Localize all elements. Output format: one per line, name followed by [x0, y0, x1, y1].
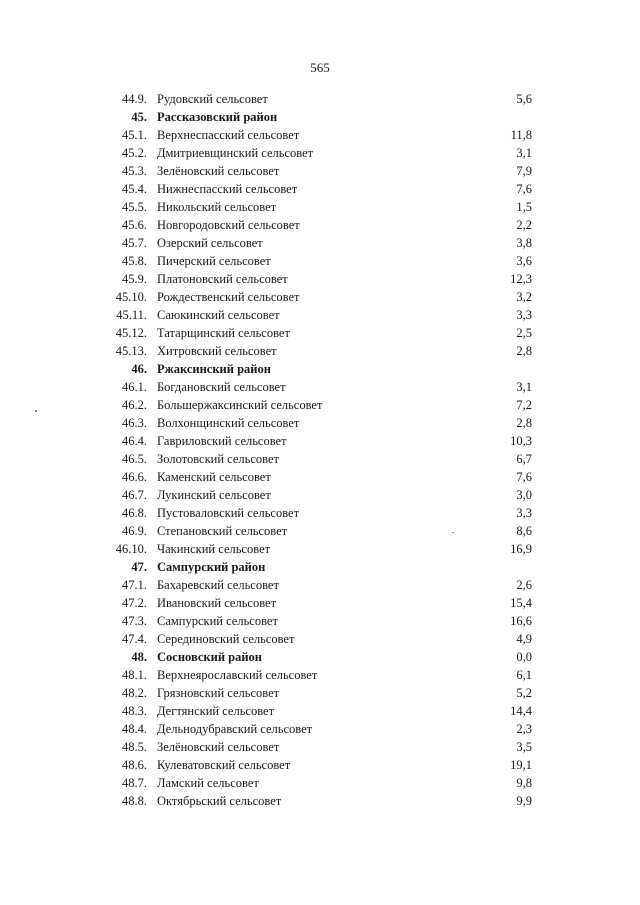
- row-number: 45.11.: [116, 308, 147, 322]
- settlement-name: Чакинский сельсовет: [157, 542, 271, 556]
- settlement-name: Октябрьский сельсовет: [157, 794, 282, 808]
- row-value: 3,2: [516, 290, 532, 304]
- row-number: 45.8.: [122, 254, 147, 268]
- row-number: 48.7.: [122, 776, 147, 790]
- settlement-name: Пичерский сельсовет: [157, 254, 271, 268]
- row-number: 45.13.: [115, 344, 147, 358]
- row-value: 12,3: [510, 272, 532, 286]
- row-number: 45.9.: [122, 272, 147, 286]
- table-row: [0, 594, 640, 612]
- row-number: 45.4.: [122, 182, 147, 196]
- row-value: 3,0: [516, 488, 532, 502]
- row-number: 48.6.: [122, 758, 147, 772]
- row-value: 3,3: [516, 308, 532, 322]
- scan-speck: [35, 410, 37, 412]
- row-number: 47.: [131, 560, 147, 574]
- settlement-name: Серединовский сельсовет: [157, 632, 295, 646]
- settlement-name: Большержаксинский сельсовет: [157, 398, 323, 412]
- row-value: 3,1: [516, 380, 532, 394]
- row-number: 46.9.: [122, 524, 147, 538]
- table-row: [0, 234, 640, 252]
- settlement-name: Верхнеспасский сельсовет: [157, 128, 300, 142]
- row-number: 46.2.: [122, 398, 147, 412]
- table-row: [0, 144, 640, 162]
- settlement-name: Рудовский сельсовет: [157, 92, 268, 106]
- district-name: Сосновский район: [157, 650, 263, 664]
- row-number: 45.7.: [122, 236, 147, 250]
- district-name: Ржаксинский район: [157, 362, 271, 376]
- settlement-name: Гавриловский сельсовет: [157, 434, 287, 448]
- row-value: 2,8: [516, 416, 532, 430]
- row-value: 16,9: [510, 542, 532, 556]
- table-row: [0, 756, 640, 774]
- row-number: 46.5.: [122, 452, 147, 466]
- row-value: 7,6: [516, 182, 532, 196]
- table-row: [0, 630, 640, 648]
- settlement-name: Нижнеспасский сельсовет: [157, 182, 298, 196]
- table-row: [0, 720, 640, 738]
- settlement-name: Зелёновский сельсовет: [157, 740, 280, 754]
- row-value: 7,6: [516, 470, 532, 484]
- settlement-name: Каменский сельсовет: [157, 470, 271, 484]
- table-row: [0, 792, 640, 810]
- district-heading-row: [0, 360, 640, 378]
- table-row: [0, 324, 640, 342]
- scan-speck: [452, 532, 454, 533]
- row-value: 7,2: [516, 398, 532, 412]
- settlement-name: Бахаревский сельсовет: [157, 578, 279, 592]
- row-number: 44.9.: [122, 92, 147, 106]
- settlement-name: Озерский сельсовет: [157, 236, 263, 250]
- row-value: 3,6: [516, 254, 532, 268]
- table-row: [0, 162, 640, 180]
- table-row: [0, 540, 640, 558]
- row-number: 45.3.: [122, 164, 147, 178]
- row-value: 9,8: [516, 776, 532, 790]
- table-row: [0, 522, 640, 540]
- row-number: 47.1.: [122, 578, 147, 592]
- row-number: 45.10.: [115, 290, 147, 304]
- table-row: [0, 180, 640, 198]
- district-heading-row: [0, 108, 640, 126]
- table-row: [0, 738, 640, 756]
- row-value: 9,9: [516, 794, 532, 808]
- district-name: Рассказовский район: [157, 110, 278, 124]
- table-row: [0, 684, 640, 702]
- table-row: [0, 666, 640, 684]
- row-number: 46.8.: [122, 506, 147, 520]
- row-value: 5,2: [516, 686, 532, 700]
- row-number: 48.2.: [122, 686, 147, 700]
- row-number: 48.: [131, 650, 147, 664]
- settlement-name: Ивановский сельсовет: [157, 596, 277, 610]
- table-row: [0, 468, 640, 486]
- table-row: [0, 90, 640, 108]
- row-number: 47.3.: [122, 614, 147, 628]
- row-value: 2,8: [516, 344, 532, 358]
- settlement-name: Хитровский сельсовет: [157, 344, 277, 358]
- row-value: 3,3: [516, 506, 532, 520]
- table-row: [0, 702, 640, 720]
- row-number: 45.12.: [115, 326, 147, 340]
- row-number: 45.2.: [122, 146, 147, 160]
- settlement-name: Дмитриевщинский сельсовет: [157, 146, 314, 160]
- settlement-name: Золотовский сельсовет: [157, 452, 279, 466]
- settlement-name: Дельнодубравский сельсовет: [157, 722, 313, 736]
- table-row: [0, 396, 640, 414]
- row-number: 48.8.: [122, 794, 147, 808]
- row-number: 45.1.: [122, 128, 147, 142]
- table-row: [0, 774, 640, 792]
- row-number: 46.1.: [122, 380, 147, 394]
- table-row: [0, 252, 640, 270]
- row-value: 2,5: [516, 326, 532, 340]
- row-number: 48.4.: [122, 722, 147, 736]
- settlement-name: Никольский сельсовет: [157, 200, 277, 214]
- settlement-table: [0, 90, 640, 810]
- table-row: [0, 504, 640, 522]
- row-value: 0,0: [516, 650, 532, 664]
- row-number: 45.5.: [122, 200, 147, 214]
- settlement-name: Богдановский сельсовет: [157, 380, 286, 394]
- row-number: 48.5.: [122, 740, 147, 754]
- page-number: 565: [310, 60, 330, 75]
- row-value: 3,1: [516, 146, 532, 160]
- settlement-name: Ламский сельсовет: [157, 776, 259, 790]
- settlement-name: Рождественский сельсовет: [157, 290, 300, 304]
- row-number: 47.2.: [122, 596, 147, 610]
- table-row: [0, 432, 640, 450]
- row-number: 45.6.: [122, 218, 147, 232]
- district-heading-row: [0, 558, 640, 576]
- row-value: 4,9: [516, 632, 532, 646]
- row-number: 45.: [131, 110, 147, 124]
- settlement-name: Степановский сельсовет: [157, 524, 288, 538]
- district-name: Сампурский район: [157, 560, 266, 574]
- table-row: [0, 288, 640, 306]
- settlement-name: Платоновский сельсовет: [157, 272, 288, 286]
- settlement-name: Пустоваловский сельсовет: [157, 506, 300, 520]
- row-value: 15,4: [510, 596, 532, 610]
- row-value: 19,1: [510, 758, 532, 772]
- table-row: [0, 414, 640, 432]
- table-row: [0, 612, 640, 630]
- table-row: [0, 576, 640, 594]
- row-number: 48.3.: [122, 704, 147, 718]
- row-value: 7,9: [516, 164, 532, 178]
- row-number: 46.10.: [115, 542, 147, 556]
- row-number: 46.7.: [122, 488, 147, 502]
- table-row: [0, 486, 640, 504]
- row-value: 11,8: [510, 128, 532, 142]
- table-row: [0, 216, 640, 234]
- row-value: 3,5: [516, 740, 532, 754]
- row-number: 46.4.: [122, 434, 147, 448]
- row-number: 47.4.: [122, 632, 147, 646]
- settlement-name: Волхонщинский сельсовет: [157, 416, 300, 430]
- row-value: 8,6: [516, 524, 532, 538]
- settlement-name: Дегтянский сельсовет: [157, 704, 275, 718]
- table-row: [0, 378, 640, 396]
- table-row: [0, 450, 640, 468]
- settlement-name: Зелёновский сельсовет: [157, 164, 280, 178]
- settlement-name: Татарщинский сельсовет: [157, 326, 290, 340]
- row-number: 48.1.: [122, 668, 147, 682]
- settlement-name: Верхнеярославский сельсовет: [157, 668, 318, 682]
- row-value: 2,6: [516, 578, 532, 592]
- row-number: 46.6.: [122, 470, 147, 484]
- table-row: [0, 126, 640, 144]
- row-value: 3,8: [516, 236, 532, 250]
- row-value: 2,3: [516, 722, 532, 736]
- row-value: 2,2: [516, 218, 532, 232]
- row-value: 6,7: [516, 452, 532, 466]
- table-row: [0, 342, 640, 360]
- row-number: 46.: [131, 362, 147, 376]
- table-row: [0, 306, 640, 324]
- row-value: 10,3: [510, 434, 532, 448]
- table-row: [0, 270, 640, 288]
- settlement-name: Грязновский сельсовет: [157, 686, 280, 700]
- settlement-name: Лукинский сельсовет: [157, 488, 271, 502]
- table-row: [0, 198, 640, 216]
- settlement-name: Сампурский сельсовет: [157, 614, 278, 628]
- row-value: 16,6: [510, 614, 532, 628]
- row-value: 6,1: [516, 668, 532, 682]
- settlement-name: Саюкинский сельсовет: [157, 308, 280, 322]
- settlement-name: Кулеватовский сельсовет: [157, 758, 291, 772]
- row-value: 1,5: [516, 200, 532, 214]
- settlement-name: Новгородовский сельсовет: [157, 218, 300, 232]
- row-value: 5,6: [516, 92, 532, 106]
- district-heading-row: [0, 648, 640, 666]
- row-value: 14,4: [510, 704, 532, 718]
- row-number: 46.3.: [122, 416, 147, 430]
